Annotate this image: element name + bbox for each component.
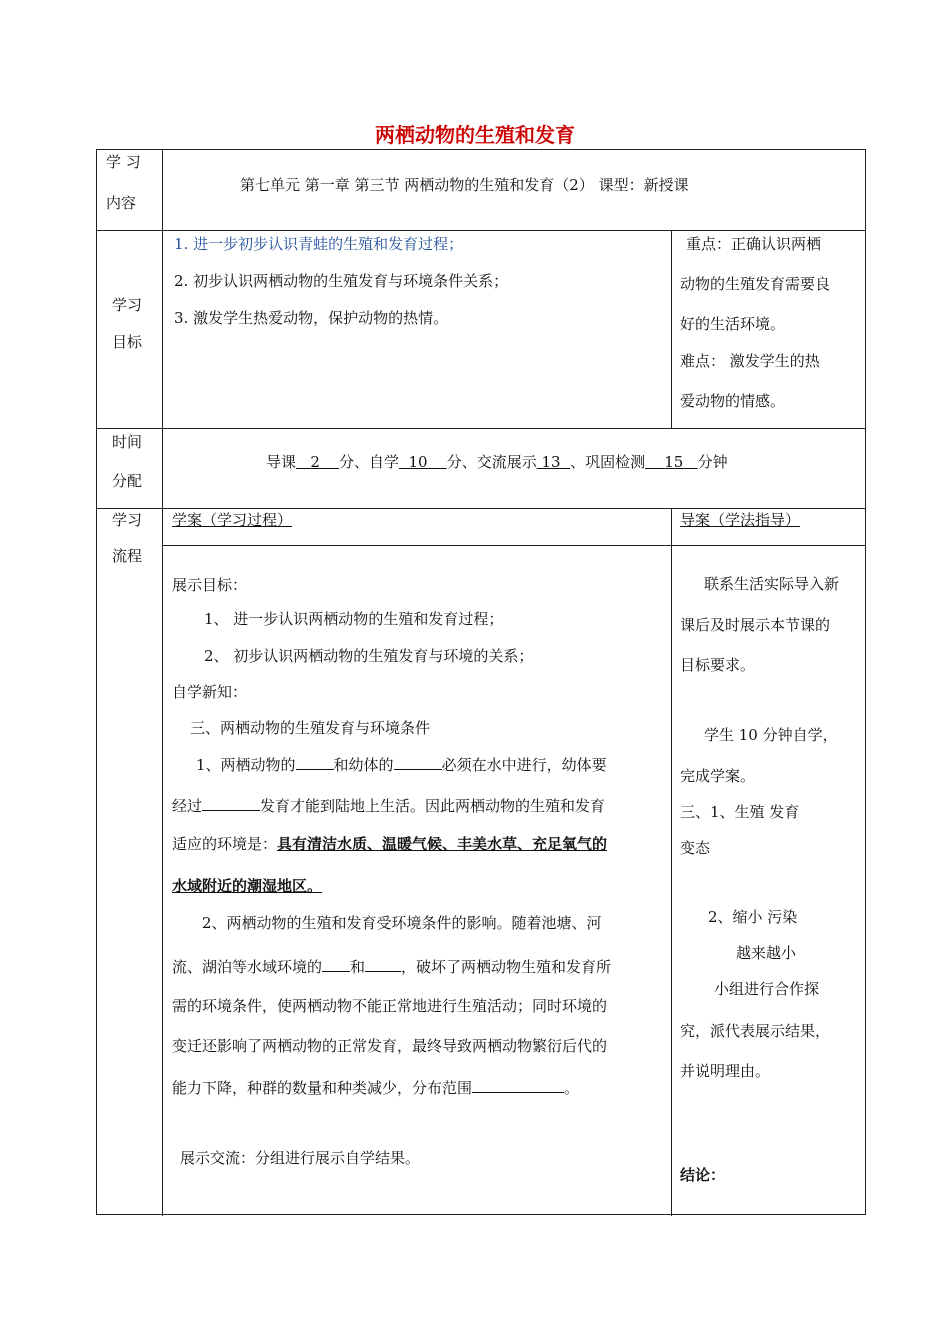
goal-review-item: 2、 初步认识两栖动物的生殖发育与环境的关系； [204,647,534,665]
fill-blank[interactable] [322,955,350,972]
exchange-line: 展示交流：分组进行展示自学结果。 [180,1149,421,1167]
key-point-line: 动物的生殖发育需要良 [680,275,831,293]
time-value: 10 [408,453,428,471]
guide-line: 小组进行合作探 [714,980,820,998]
column-divider [162,150,163,1216]
time-value: 13 [541,453,561,471]
difficulty-line: 难点： 激发学生的热 [680,352,820,370]
section-heading: 三、两栖动物的生殖发育与环境条件 [190,719,431,737]
column-divider [671,230,672,428]
unit-chapter-info: 第七单元 第一章 第三节 两栖动物的生殖和发育（2） 课型：新授课 [240,176,689,194]
guide-line: 究，派代表展示结果， [680,1022,831,1040]
difficulty-line: 爱动物的情感。 [680,392,786,410]
row-divider [97,230,865,231]
key-point-line: 好的生活环境。 [680,315,786,333]
paragraph-line: 经过 发育才能到陆地上生活。因此两栖动物的生殖和发育 [172,794,605,816]
fill-blank[interactable] [394,753,442,770]
guide-line: 联系生活实际导入新 [704,575,840,593]
conclusion-label: 结论： [680,1166,726,1184]
row-divider [162,545,865,546]
goal-item: 2. 初步认识两栖动物的生殖发育与环境条件关系； [174,272,509,290]
time-value: 15 [664,453,684,471]
fill-blank[interactable] [202,794,260,811]
time-allocation [266,452,728,472]
goal-item: 3. 激发学生热爱动物，保护动物的热情。 [174,309,449,327]
page-title: 两栖动物的生殖和发育 [375,123,575,147]
guide-line: 完成学案。 [680,767,756,785]
row-divider [97,428,865,429]
guide-answer: 越来越小 [736,944,797,962]
fill-blank[interactable] [296,753,334,770]
row-label-content-a: 学 习 [106,153,141,171]
paragraph-line: 适应的环境是：具有清洁水质、温暖气候、丰美水草、充足氧气的 [172,835,608,853]
fill-blank[interactable] [365,955,401,972]
guide-line: 课后及时展示本节课的 [680,616,831,634]
paragraph-line: 1、两栖动物的 和幼体的 必须在水中进行，幼体要 [196,753,607,775]
time-label: 分、自学 [338,453,399,471]
answer-text: 水域附近的潮湿地区。 [172,877,323,895]
paragraph-line: 流、湖泊等水域环境的 和 ，破坏了两栖动物生殖和发育所 [172,955,611,977]
row-label-process-b: 流程 [112,547,143,565]
study-plan-heading: 学案（学习过程） [172,511,293,529]
guide-line: 目标要求。 [680,656,756,674]
fill-blank[interactable] [472,1076,564,1093]
guide-line: 学生 10 分钟自学， [704,726,838,744]
guide-line: 并说明理由。 [680,1062,771,1080]
time-label: 、巩固检测 [570,453,646,471]
guide-answer: 变态 [680,839,711,857]
self-study-label: 自学新知： [172,683,248,701]
row-label-time-a: 时间 [112,433,143,451]
time-value: 2 [310,453,320,471]
time-label: 分钟 [697,453,728,471]
guide-answer: 三、1、生殖 发育 [680,803,800,821]
row-label-process-a: 学习 [112,511,143,529]
guide-answer: 2、缩小 污染 [708,908,798,926]
teaching-guide-heading: 导案（学法指导） [680,511,801,529]
answer-text: 具有清洁水质、温暖气候、丰美水草、充足氧气的 [277,835,608,853]
time-label: 分、交流展示 [446,453,537,471]
paragraph-line: 2、两栖动物的生殖和发育受环境条件的影响。随着池塘、河 [202,914,602,932]
goal-item: 1. 进一步初步认识青蛙的生殖和发育过程； [174,235,464,253]
row-label-goals-b: 目标 [112,333,143,351]
row-label-goals-a: 学习 [112,296,143,314]
show-goals-label: 展示目标： [172,576,248,594]
row-label-content-b: 内容 [106,194,137,212]
time-label: 导课 [266,453,297,471]
paragraph-line: 能力下降，种群的数量和种类减少，分布范围 。 [172,1076,579,1098]
goal-review-item: 1、 进一步认识两栖动物的生殖和发育过程； [204,610,504,628]
key-point-line: 重点：正确认识两栖 [686,235,822,253]
row-divider [97,508,865,509]
row-label-time-b: 分配 [112,472,143,490]
paragraph-line: 变迁还影响了两栖动物的正常发育，最终导致两栖动物繁衍后代的 [172,1037,608,1055]
column-divider [671,508,672,1216]
paragraph-line: 需的环境条件，使两栖动物不能正常地进行生殖活动；同时环境的 [172,997,608,1015]
